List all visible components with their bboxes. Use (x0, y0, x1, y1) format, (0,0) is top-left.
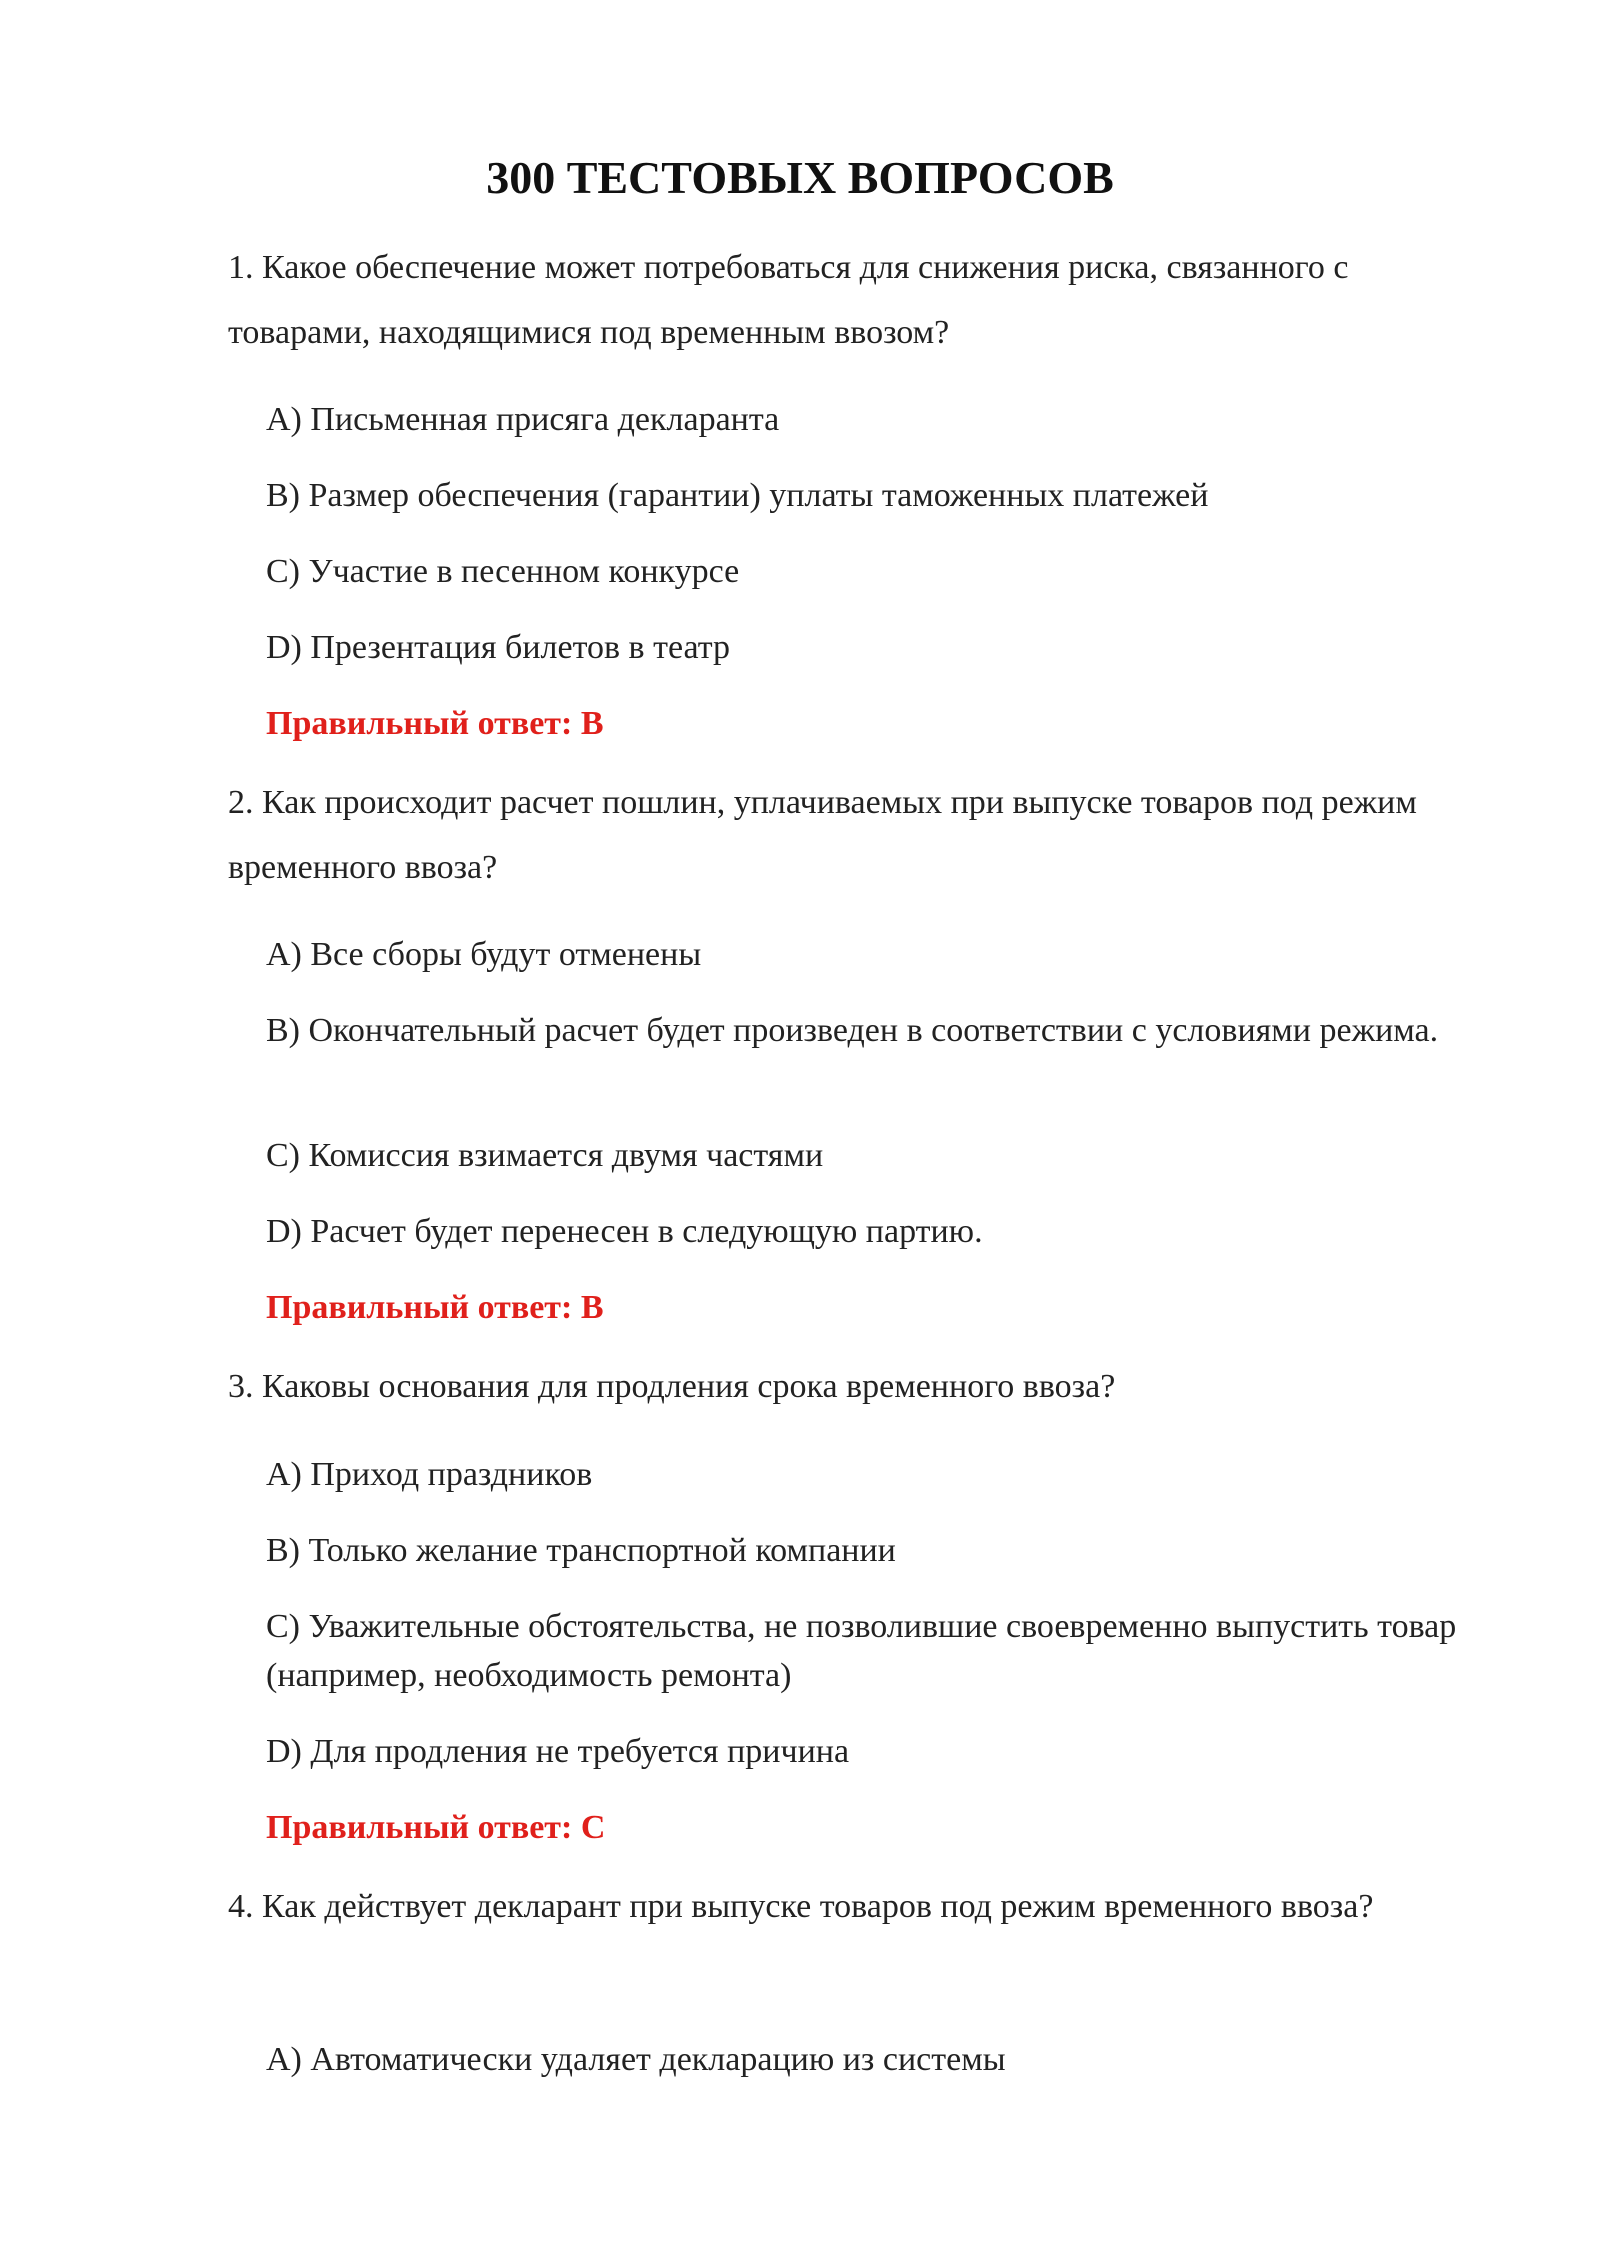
question-2-answer: Правильный ответ: B (266, 1289, 604, 1326)
question-4-option-a: A) Автоматически удаляет декларацию из системы (266, 2041, 1006, 2078)
question-2-option-c: C) Комиссия взимается двумя частями (266, 1137, 824, 1174)
question-4-text: 4. Как действует декларант при выпуске товаров под режим временного ввоза? (228, 1888, 1374, 1925)
question-1-option-c: C) Участие в песенном конкурсе (266, 553, 740, 590)
question-1-answer: Правильный ответ: B (266, 705, 604, 742)
question-3-option-d: D) Для продления не требуется причина (266, 1733, 850, 1770)
question-2-option-d: D) Расчет будет перенесен в следующую партию. (266, 1213, 983, 1250)
question-2-text: 2. Как происходит расчет пошлин, уплачиваемых при выпуске товаров под режим временного ввоза? (228, 784, 1417, 886)
question-3-text: 3. Каковы основания для продления срока временного ввоза? (228, 1368, 1116, 1405)
question-3-answer: Правильный ответ: C (266, 1809, 606, 1846)
document-title: 300 ТЕСТОВЫХ ВОПРОСОВ (486, 152, 1114, 203)
question-1-text: 1. Какое обеспечение может потребоваться для снижения риска, связанного с товарами, находящимися под временным ввозом? (228, 249, 1349, 351)
question-2-option-a: A) Все сборы будут отменены (266, 936, 702, 973)
question-3-option-c: C) Уважительные обстоятельства, не позволившие своевременно выпустить товар (например, необходимость ремонта) (266, 1608, 1457, 1694)
question-1-option-d: D) Презентация билетов в театр (266, 629, 730, 666)
question-3-option-a: A) Приход праздников (266, 1456, 593, 1493)
question-1-option-a: A) Письменная присяга декларанта (266, 401, 780, 438)
question-3-option-b: B) Только желание транспортной компании (266, 1532, 896, 1569)
question-1-option-b: B) Размер обеспечения (гарантии) уплаты таможенных платежей (266, 477, 1209, 514)
question-2-option-b: B) Окончательный расчет будет произведен в соответствии с условиями режима. (266, 1012, 1439, 1049)
